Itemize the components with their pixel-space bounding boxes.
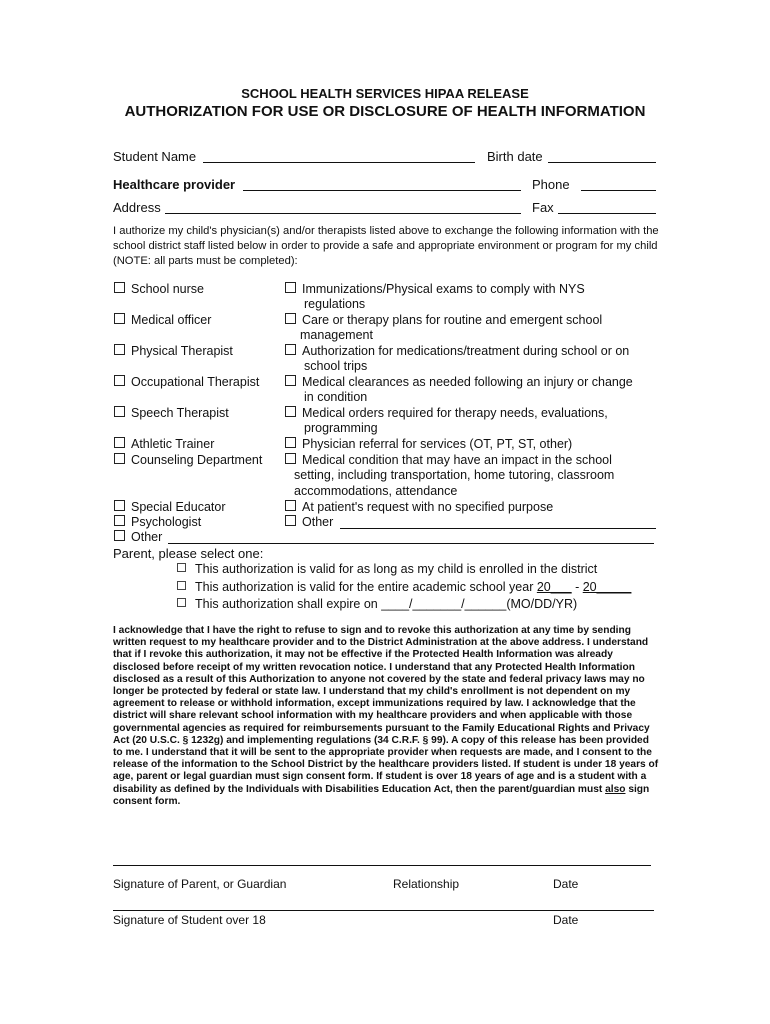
student-signature-label: Signature of Student over 18 (113, 913, 266, 927)
acknowledgement-paragraph: I acknowledge that I have the right to refuse to sign and to revoke this authorization at any time by sending written request to my healthcare provider and to the District Administration at the above address. I understand that if I revoke this authorization, it may not be effective if the Protected Health Information was already disclosed before receipt of my written revocation notice. I understand that any Protected Health Information disclosed as a result of this Authorization to anyone not covered by the state and federal privacy laws may no longer be protected by federal or state law. I understand that my child's enrollment is not dependent on my agreement to release or withhold information, except immunizations required by law. I acknowledge that the district will share relevant school information with my healthcare providers and when applicable with those governmental agencies as required for reimbursements pursuant to the Family Educational Rights and Privacy Act (20 U.S.C. § 1232g) and implementing regulations (34 C.R.F. § 99). A copy of this release has been provided to me. I understand that it will be sent to the appropriate provider when requests are made, and I consent to the release of the information to the School District by the healthcare providers listed. If student is under 18 years of age, parent or legal guardian must sign consent form. If student is over 18 years of age and is a student with a disability as defined by the Individuals with Disabilities Education Act, then the parent/guardian must also sign consent form. (113, 625, 659, 807)
checkbox-icon (114, 437, 125, 448)
checkbox-icon (285, 500, 296, 511)
checkbox-occupational-therapist[interactable]: Occupational Therapist (114, 375, 259, 389)
checkbox-icon (114, 313, 125, 324)
phone-line[interactable] (581, 190, 656, 191)
parent-signature-label: Signature of Parent, or Guardian (113, 877, 287, 891)
form-subtitle: AUTHORIZATION FOR USE OR DISCLOSURE OF HEALTH INFORMATION (124, 103, 646, 120)
checkbox-care-plans[interactable]: Care or therapy plans for routine and emergent school (285, 313, 602, 327)
student-name-label: Student Name (113, 149, 197, 164)
checkbox-icon (177, 598, 186, 607)
checkbox-icon (114, 530, 125, 541)
checkbox-staff-other[interactable]: Other (114, 530, 162, 544)
healthcare-provider-label: Healthcare provider (113, 177, 236, 192)
healthcare-provider-line[interactable] (243, 190, 521, 191)
medical-condition-cont-2: accommodations, attendance (294, 484, 458, 498)
checkbox-icon (114, 282, 125, 293)
birth-date-line[interactable] (548, 162, 656, 163)
relationship-label: Relationship (393, 877, 460, 891)
date-label-parent: Date (553, 877, 579, 891)
checkbox-patient-request[interactable]: At patient's request with no specified purpose (285, 500, 553, 514)
checkbox-icon (114, 344, 125, 355)
checkbox-physician-referral[interactable]: Physician referral for services (OT, PT, ST, other) (285, 437, 572, 451)
phone-label: Phone (532, 177, 570, 192)
checkbox-info-other[interactable]: Other (285, 515, 333, 529)
medications-cont: school trips (304, 359, 368, 373)
checkbox-medical-clearances[interactable]: Medical clearances as needed following an injury or change (285, 375, 633, 389)
form-title: SCHOOL HEALTH SERVICES HIPAA RELEASE (241, 86, 529, 101)
date-label-student: Date (553, 913, 579, 927)
medical-orders-cont: programming (304, 421, 378, 435)
checkbox-speech-therapist[interactable]: Speech Therapist (114, 406, 229, 420)
checkbox-school-nurse[interactable]: School nurse (114, 282, 204, 296)
checkbox-icon (285, 344, 296, 355)
care-plans-cont: management (300, 328, 373, 342)
info-other-line[interactable] (340, 528, 656, 529)
medical-clearances-cont: in condition (304, 390, 368, 404)
checkbox-medical-orders[interactable]: Medical orders required for therapy needs, evaluations, (285, 406, 608, 420)
checkbox-icon (177, 563, 186, 572)
checkbox-medications[interactable]: Authorization for medications/treatment during school or on (285, 344, 629, 358)
checkbox-icon (114, 406, 125, 417)
checkbox-icon (114, 453, 125, 464)
checkbox-icon (114, 375, 125, 386)
fax-line[interactable] (558, 213, 656, 214)
parent-signature-line[interactable] (113, 865, 651, 866)
option-academic-year[interactable]: This authorization is valid for the entire academic school year 20___ - 20_____ (177, 580, 631, 594)
checkbox-icon (285, 515, 296, 526)
checkbox-medical-officer[interactable]: Medical officer (114, 313, 211, 327)
checkbox-icon (177, 581, 186, 590)
checkbox-icon (114, 515, 125, 526)
birth-date-label: Birth date (487, 149, 543, 164)
checkbox-icon (285, 282, 296, 293)
checkbox-physical-therapist[interactable]: Physical Therapist (114, 344, 233, 358)
checkbox-icon (114, 500, 125, 511)
staff-other-line[interactable] (168, 543, 654, 544)
student-name-line[interactable] (203, 162, 475, 163)
checkbox-medical-condition[interactable]: Medical condition that may have an impact in the school (285, 453, 612, 467)
authorization-intro: I authorize my child's physician(s) and/or therapists listed above to exchange the following information with the school district staff listed below in order to provide a safe and appropriate environment or program for my child (NOTE: all parts must be completed): (113, 225, 659, 267)
option-enrolled-duration[interactable]: This authorization is valid for as long as my child is enrolled in the district (177, 562, 597, 576)
checkbox-icon (285, 453, 296, 464)
immunizations-cont: regulations (304, 297, 366, 311)
parent-select-label: Parent, please select one: (113, 546, 264, 561)
checkbox-icon (285, 313, 296, 324)
checkbox-athletic-trainer[interactable]: Athletic Trainer (114, 437, 214, 451)
checkbox-immunizations[interactable]: Immunizations/Physical exams to comply with NYS (285, 282, 585, 296)
checkbox-icon (285, 437, 296, 448)
checkbox-icon (285, 406, 296, 417)
checkbox-icon (285, 375, 296, 386)
checkbox-special-educator[interactable]: Special Educator (114, 500, 226, 514)
checkbox-counseling-department[interactable]: Counseling Department (114, 453, 262, 467)
medical-condition-cont-1: setting, including transportation, home tutoring, classroom (294, 468, 615, 482)
fax-label: Fax (532, 200, 554, 215)
student-signature-line[interactable] (113, 910, 654, 911)
checkbox-psychologist[interactable]: Psychologist (114, 515, 201, 529)
address-label: Address (113, 200, 161, 215)
option-expiration-date[interactable]: This authorization shall expire on ____/_______/______(MO/DD/YR) (177, 597, 577, 611)
address-line[interactable] (165, 213, 521, 214)
